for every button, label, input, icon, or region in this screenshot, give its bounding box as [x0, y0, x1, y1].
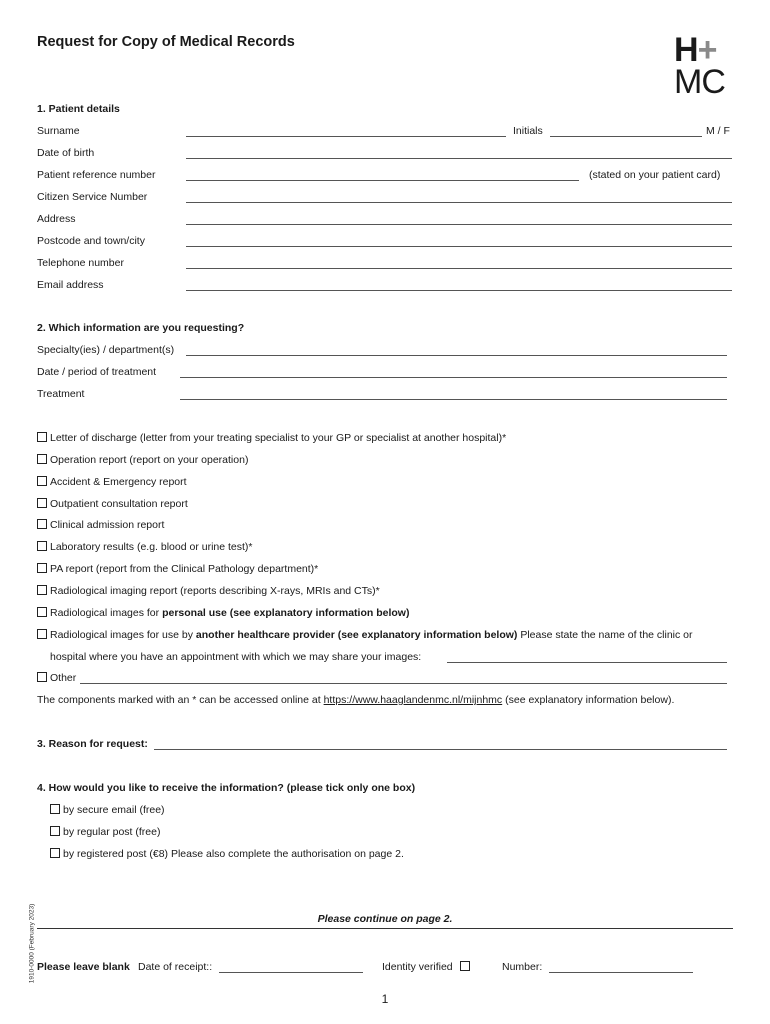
- clinic-name-field[interactable]: [447, 662, 727, 663]
- patient-ref-note: (stated on your patient card): [589, 169, 721, 181]
- number-field[interactable]: [549, 972, 693, 973]
- date-period-field[interactable]: [180, 377, 727, 378]
- logo-plus: +: [697, 31, 717, 69]
- online-note: The components marked with an * can be accessed online at https://www.haaglandenmc.nl/mijnhmc (see explanatory information below).: [37, 694, 675, 706]
- citizen-service-label: Citizen Service Number: [37, 191, 148, 203]
- continue-note: Please continue on page 2.: [317, 913, 453, 925]
- page-title: Request for Copy of Medical Records: [37, 34, 295, 50]
- option-radiological-report[interactable]: Radiological imaging report (reports describing X-rays, MRIs and CTs)*: [37, 585, 380, 597]
- address-field[interactable]: [186, 224, 732, 225]
- checkbox[interactable]: [37, 454, 47, 464]
- specialty-field[interactable]: [186, 355, 727, 356]
- citizen-service-field[interactable]: [186, 202, 732, 203]
- address-label: Address: [37, 213, 76, 225]
- checkbox[interactable]: [37, 476, 47, 486]
- date-period-label: Date / period of treatment: [37, 366, 157, 378]
- email-field[interactable]: [186, 290, 732, 291]
- dob-field[interactable]: [186, 158, 732, 159]
- option-ae-report[interactable]: Accident & Emergency report: [37, 476, 187, 488]
- section3-heading: 3. Reason for request:: [37, 738, 148, 750]
- option-laboratory-results[interactable]: Laboratory results (e.g. blood or urine test)*: [37, 541, 253, 553]
- option-outpatient-report[interactable]: Outpatient consultation report: [37, 498, 188, 510]
- date-receipt-field[interactable]: [219, 972, 363, 973]
- surname-label: Surname: [37, 125, 80, 137]
- footer-divider: [37, 928, 733, 929]
- logo-h: H: [674, 31, 698, 69]
- page-number: 1: [381, 992, 389, 1006]
- checkbox[interactable]: [50, 804, 60, 814]
- checkbox[interactable]: [37, 607, 47, 617]
- specialty-label: Specialty(ies) / department(s): [37, 344, 175, 356]
- option-operation-report[interactable]: Operation report (report on your operation): [37, 454, 248, 466]
- delivery-registered-post[interactable]: by registered post (€8) Please also complete the authorisation on page 2.: [50, 848, 404, 860]
- initials-field[interactable]: [550, 136, 702, 137]
- gender-option[interactable]: M / F: [706, 125, 730, 137]
- identity-verified-label[interactable]: Identity verified: [382, 961, 473, 973]
- delivery-secure-email[interactable]: by secure email (free): [50, 804, 165, 816]
- reason-field[interactable]: [154, 749, 727, 750]
- checkbox[interactable]: [37, 585, 47, 595]
- checkbox[interactable]: [50, 848, 60, 858]
- section2-heading: 2. Which information are you requesting?: [37, 322, 245, 334]
- logo-mc: MC: [674, 63, 725, 101]
- email-label: Email address: [37, 279, 104, 291]
- option-other[interactable]: Other: [37, 672, 76, 684]
- number-label: Number:: [502, 961, 543, 973]
- delivery-regular-post[interactable]: by regular post (free): [50, 826, 160, 838]
- option-letter-of-discharge[interactable]: Letter of discharge (letter from your treating specialist to your GP or specialist at another hospital)*: [37, 432, 506, 444]
- section1-heading: 1. Patient details: [37, 103, 120, 115]
- dob-label: Date of birth: [37, 147, 95, 159]
- checkbox[interactable]: [37, 519, 47, 529]
- form-code: 1910-0000 (February 2023): [28, 903, 36, 984]
- checkbox[interactable]: [460, 961, 470, 971]
- option-images-personal[interactable]: Radiological images for personal use (see explanatory information below): [37, 607, 409, 619]
- hmc-logo: [674, 31, 736, 101]
- initials-label: Initials: [513, 125, 543, 137]
- telephone-field[interactable]: [186, 268, 732, 269]
- section4-heading: 4. How would you like to receive the information? (please tick only one box): [37, 782, 416, 794]
- checkbox[interactable]: [37, 498, 47, 508]
- images-provider-line2: hospital where you have an appointment with which we may share your images:: [50, 651, 422, 663]
- checkbox[interactable]: [37, 629, 47, 639]
- patient-ref-label: Patient reference number: [37, 169, 156, 181]
- mijnhmc-link[interactable]: https://www.haaglandenmc.nl/mijnhmc: [323, 694, 503, 706]
- checkbox[interactable]: [37, 563, 47, 573]
- leave-blank-label: Please leave blank: [37, 961, 130, 973]
- checkbox[interactable]: [50, 826, 60, 836]
- checkbox[interactable]: [37, 672, 47, 682]
- option-clinical-admission[interactable]: Clinical admission report: [37, 519, 164, 531]
- date-receipt-label: Date of receipt::: [138, 961, 213, 973]
- treatment-label: Treatment: [37, 388, 85, 400]
- surname-field[interactable]: [186, 136, 506, 137]
- postcode-label: Postcode and town/city: [37, 235, 145, 247]
- checkbox[interactable]: [37, 541, 47, 551]
- telephone-label: Telephone number: [37, 257, 124, 269]
- patient-ref-field[interactable]: [186, 180, 579, 181]
- option-images-provider[interactable]: Radiological images for use by another healthcare provider (see explanatory information below) Please state the name of the clinic or: [37, 629, 693, 641]
- option-pa-report[interactable]: PA report (report from the Clinical Pathology department)*: [37, 563, 318, 575]
- postcode-field[interactable]: [186, 246, 732, 247]
- treatment-field[interactable]: [180, 399, 727, 400]
- checkbox[interactable]: [37, 432, 47, 442]
- other-field[interactable]: [80, 683, 727, 684]
